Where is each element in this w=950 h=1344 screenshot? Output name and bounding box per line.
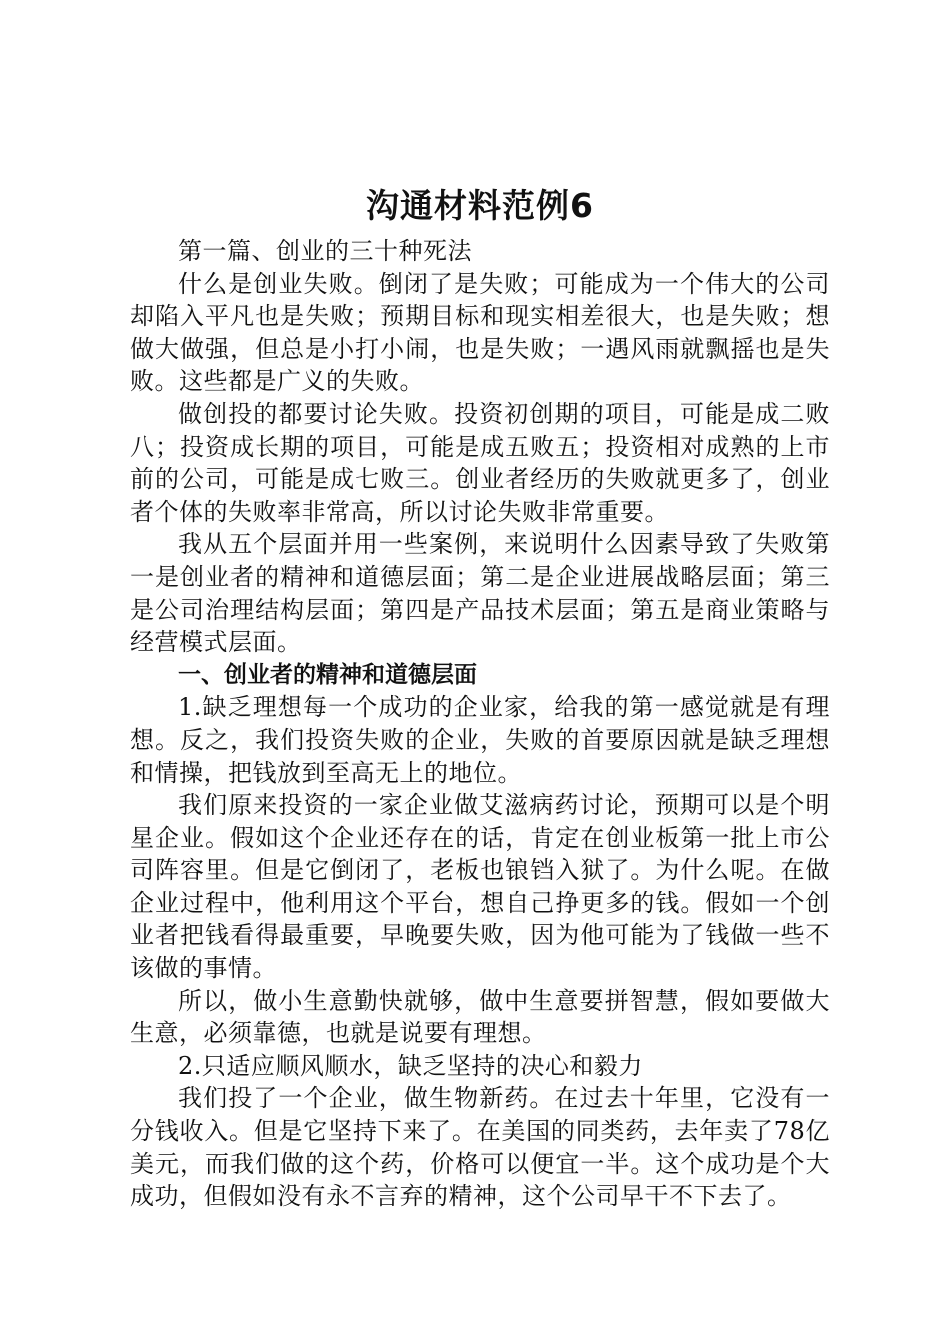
body-paragraph: 什么是创业失败。倒闭了是失败；可能成为一个伟大的公司却陷入平凡也是失败；预期目标和现实相差很大，也是失败；想做大做强，但总是小打小闹，也是失败；一遇风雨就飘摇也是失败。这些都是广义的失败。 bbox=[130, 269, 830, 396]
chapter-heading: 第一篇、创业的三十种死法 bbox=[178, 237, 472, 265]
document-page bbox=[130, 183, 830, 1213]
body-paragraph: 我从五个层面并用一些案例，来说明什么因素导致了失败第一是创业者的精神和道德层面；第二是企业进展战略层面；第三是公司治理结构层面；第四是产品技术层面；第五是商业策略与经营模式层面。 bbox=[130, 530, 830, 657]
body-paragraph: 我们投了一个企业，做生物新药。在过去十年里，它没有一分钱收入。但是它坚持下来了。在美国的同类药，去年卖了78亿美元，而我们做的这个药，价格可以便宜一半。这个成功是个大成功，但假如没有永不言弃的精神，这个公司早干不下去了。 bbox=[130, 1084, 830, 1211]
document-title: 沟通材料范例6 bbox=[366, 186, 594, 225]
body-paragraph: 1.缺乏理想每一个成功的企业家，给我的第一感觉就是有理想。反之，我们投资失败的企业，失败的首要原因就是缺乏理想和情操，把钱放到至高无上的地位。 bbox=[130, 693, 830, 787]
body-paragraph: 所以，做小生意勤快就够，做中生意要拼智慧，假如要做大生意，必须靠德，也就是说要有理想。 bbox=[130, 986, 830, 1048]
subsection-heading: 2.只适应顺风顺水，缺乏坚持的决心和毅力 bbox=[178, 1051, 643, 1080]
section-heading: 一、创业者的精神和道德层面 bbox=[178, 661, 477, 688]
body-paragraph: 我们原来投资的一家企业做艾滋病药讨论，预期可以是个明星企业。假如这个企业还存在的话，肯定在创业板第一批上市公司阵容里。但是它倒闭了，老板也锒铛入狱了。为什么呢。在做企业过程中，他利用这个平台，想自己挣更多的钱。假如一个创业者把钱看得最重要，早晚要失败，因为他可能为了钱做一些不该做的事情。 bbox=[130, 791, 830, 983]
body-paragraph: 做创投的都要讨论失败。投资初创期的项目，可能是成二败八；投资成长期的项目，可能是成五败五；投资相对成熟的上市前的公司，可能是成七败三。创业者经历的失败就更多了，创业者个体的失败率非常高，所以讨论失败非常重要。 bbox=[130, 399, 830, 526]
